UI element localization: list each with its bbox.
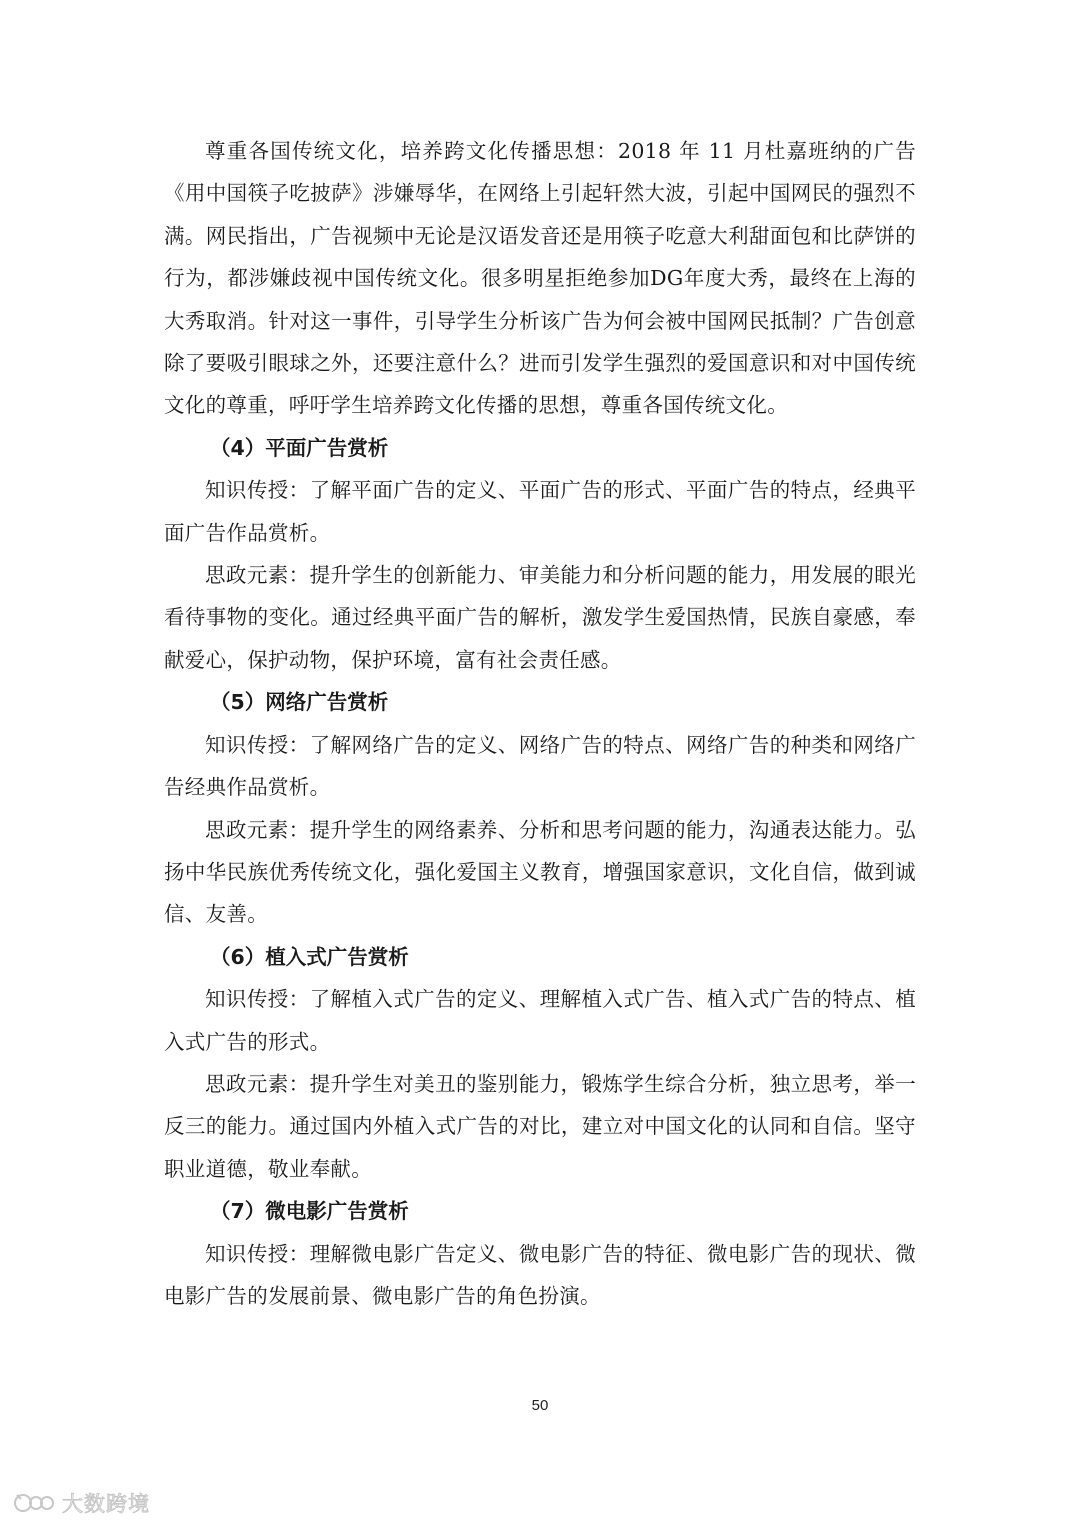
paragraph-placement-knowledge: 知识传授：了解植入式广告的定义、理解植入式广告、植入式广告的特点、植入式广告的形式。 bbox=[164, 987, 916, 1054]
section-heading-micro-film-ad: （7）微电影广告赏析 bbox=[210, 1199, 409, 1224]
paragraph-print-ad-knowledge: 知识传授：了解平面广告的定义、平面广告的形式、平面广告的特点，经典平面广告作品赏析。 bbox=[164, 478, 916, 545]
document-body bbox=[164, 130, 916, 1317]
watermark bbox=[12, 1488, 150, 1518]
paragraph-online-ad-ideology: 思政元素：提升学生的网络素养、分析和思考问题的能力，沟通表达能力。弘扬中华民族优秀传统文化，强化爱国主义教育，增强国家意识，文化自信，做到诚信、友善。 bbox=[164, 817, 916, 927]
paragraph-micro-film-knowledge: 知识传授：理解微电影广告定义、微电影广告的特征、微电影广告的现状、微电影广告的发展前景、微电影广告的角色扮演。 bbox=[164, 1241, 916, 1308]
paragraph-online-ad-knowledge: 知识传授：了解网络广告的定义、网络广告的特点、网络广告的种类和网络广告经典作品赏析。 bbox=[164, 732, 916, 800]
page-number: 50 bbox=[531, 1397, 549, 1414]
section-heading-online-ad: （5）网络广告赏析 bbox=[210, 690, 389, 715]
paragraph-print-ad-ideology: 思政元素：提升学生的创新能力、审美能力和分析问题的能力，用发展的眼光看待事物的变化。通过经典平面广告的解析，激发学生爱国热情，民族自豪感，奉献爱心，保护动物，保护环境，富有社会责任感。 bbox=[164, 563, 916, 672]
section-heading-print-ad: （4）平面广告赏析 bbox=[210, 435, 389, 460]
section-heading-product-placement: （6）植入式广告赏析 bbox=[210, 944, 409, 969]
watermark-text: 大数跨境 bbox=[62, 1492, 150, 1516]
logo-icon bbox=[12, 1490, 56, 1516]
paragraph-dg-ad-case: 尊重各国传统文化，培养跨文化传播思想：2018 年 11 月杜嘉班纳的广告《用中国筷子吃披萨》涉嫌辱华，在网络上引起轩然大波，引起中国网民的强烈不满。网民指出，广告视频中无论是汉语发音还是用筷子吃意大利甜面包和比萨饼的行为，都涉嫌歧视中国传统文化。很多明星拒绝参加DG年度大秀，最终在上海的大秀取消。针对这一事件，引导学生分析该广告为何会被中国网民抵制？广告创意除了要吸引眼球之外，还要注意什么？进而引发学生强烈的爱国意识和对中国传统文化的尊重，呼吁学生培养跨文化传播的思想，尊重各国传统文化。 bbox=[164, 139, 916, 418]
paragraph-placement-ideology: 思政元素：提升学生对美丑的鉴别能力，锻炼学生综合分析，独立思考，举一反三的能力。通过国内外植入式广告的对比，建立对中国文化的认同和自信。坚守职业道德，敬业奉献。 bbox=[164, 1071, 916, 1181]
